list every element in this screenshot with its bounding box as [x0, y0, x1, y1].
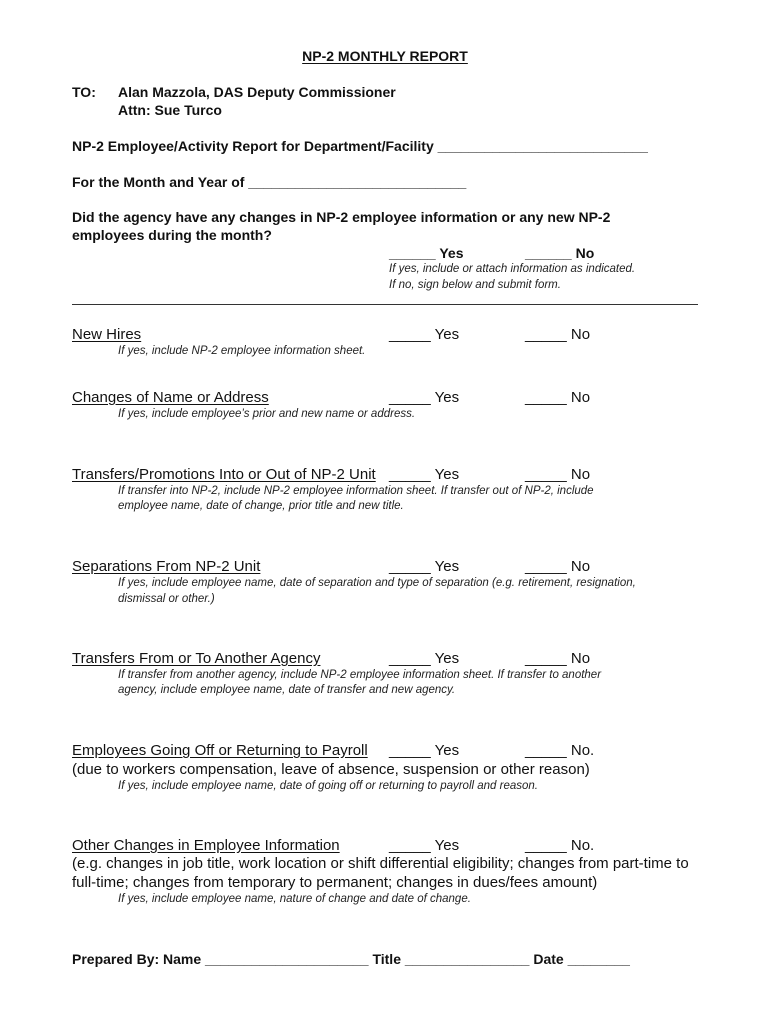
- other-changes-subtext-1: (e.g. changes in job title, work location or shift differential eligibility; changes from part-time to: [72, 855, 689, 872]
- separations-note-2: dismissal or other.): [118, 593, 215, 605]
- section-label-transfers-promotions: Transfers/Promotions Into or Out of NP-2 Unit: [72, 466, 376, 483]
- transfers-promotions-note-2: employee name, date of change, prior title and new title.: [118, 500, 404, 512]
- payroll-note: If yes, include employee name, date of going off or returning to payroll and reason.: [118, 780, 539, 792]
- name-address-yes-option[interactable]: _____ Yes: [389, 389, 460, 406]
- section-label-new-hires: New Hires: [72, 326, 142, 343]
- section-label-separations: Separations From NP-2 Unit: [72, 558, 261, 575]
- section-label-payroll: Employees Going Off or Returning to Payroll: [72, 742, 368, 759]
- to-label: TO:: [72, 84, 96, 100]
- separations-no-option[interactable]: _____ No: [525, 558, 591, 575]
- agency-transfers-yes-option[interactable]: _____ Yes: [389, 650, 460, 667]
- separations-note-1: If yes, include employee name, date of separation and type of separation (e.g. retirement, resignation,: [118, 577, 636, 589]
- transfers-promotions-note-1: If transfer into NP-2, include NP-2 employee information sheet. If transfer out of NP-2, include: [118, 485, 594, 497]
- other-changes-subtext-2: full-time; changes from temporary to permanent; changes in dues/fees amount): [72, 874, 598, 891]
- new-hires-no-option[interactable]: _____ No: [525, 326, 591, 343]
- department-field[interactable]: NP-2 Employee/Activity Report for Department/Facility ___________________________: [72, 138, 648, 154]
- transfers-promotions-no-option[interactable]: _____ No: [525, 466, 591, 483]
- agency-transfers-no-option[interactable]: _____ No: [525, 650, 591, 667]
- other-changes-no-option[interactable]: _____ No.: [525, 837, 595, 854]
- question-line-2: employees during the month?: [72, 227, 272, 243]
- agency-transfers-note-1: If transfer from another agency, include NP-2 employee information sheet. If transfer to another: [118, 669, 602, 681]
- name-address-note: If yes, include employee’s prior and new name or address.: [118, 408, 416, 420]
- question-note-no: If no, sign below and submit form.: [389, 279, 561, 291]
- to-attn: Attn: Sue Turco: [118, 102, 222, 118]
- other-changes-note: If yes, include employee name, nature of change and date of change.: [118, 893, 471, 905]
- new-hires-note: If yes, include NP-2 employee information sheet.: [118, 345, 366, 357]
- transfers-promotions-yes-option[interactable]: _____ Yes: [389, 466, 460, 483]
- name-address-no-option[interactable]: _____ No: [525, 389, 591, 406]
- payroll-no-option[interactable]: _____ No.: [525, 742, 595, 759]
- other-changes-yes-option[interactable]: _____ Yes: [389, 837, 460, 854]
- prepared-by-fields[interactable]: Prepared By: Name _____________________ Title ________________ Date ________: [72, 951, 630, 967]
- payroll-subtext: (due to workers compensation, leave of absence, suspension or other reason): [72, 761, 590, 778]
- question-note-yes: If yes, include or attach information as indicated.: [389, 263, 636, 275]
- new-hires-yes-option[interactable]: _____ Yes: [389, 326, 460, 343]
- question-yes-option[interactable]: ______ Yes: [389, 245, 464, 261]
- separations-yes-option[interactable]: _____ Yes: [389, 558, 460, 575]
- page-title: NP-2 MONTHLY REPORT: [302, 48, 468, 64]
- payroll-yes-option[interactable]: _____ Yes: [389, 742, 460, 759]
- section-label-other-changes: Other Changes in Employee Information: [72, 837, 340, 854]
- month-year-field[interactable]: For the Month and Year of ____________________________: [72, 174, 467, 190]
- to-recipient: Alan Mazzola, DAS Deputy Commissioner: [118, 84, 396, 100]
- question-no-option[interactable]: ______ No: [525, 245, 595, 261]
- agency-transfers-note-2: agency, include employee name, date of transfer and new agency.: [118, 684, 456, 696]
- divider: [72, 304, 698, 305]
- section-label-agency-transfers: Transfers From or To Another Agency: [72, 650, 321, 667]
- question-line-1: Did the agency have any changes in NP-2 employee information or any new NP-2: [72, 209, 611, 225]
- section-label-name-address: Changes of Name or Address: [72, 389, 269, 406]
